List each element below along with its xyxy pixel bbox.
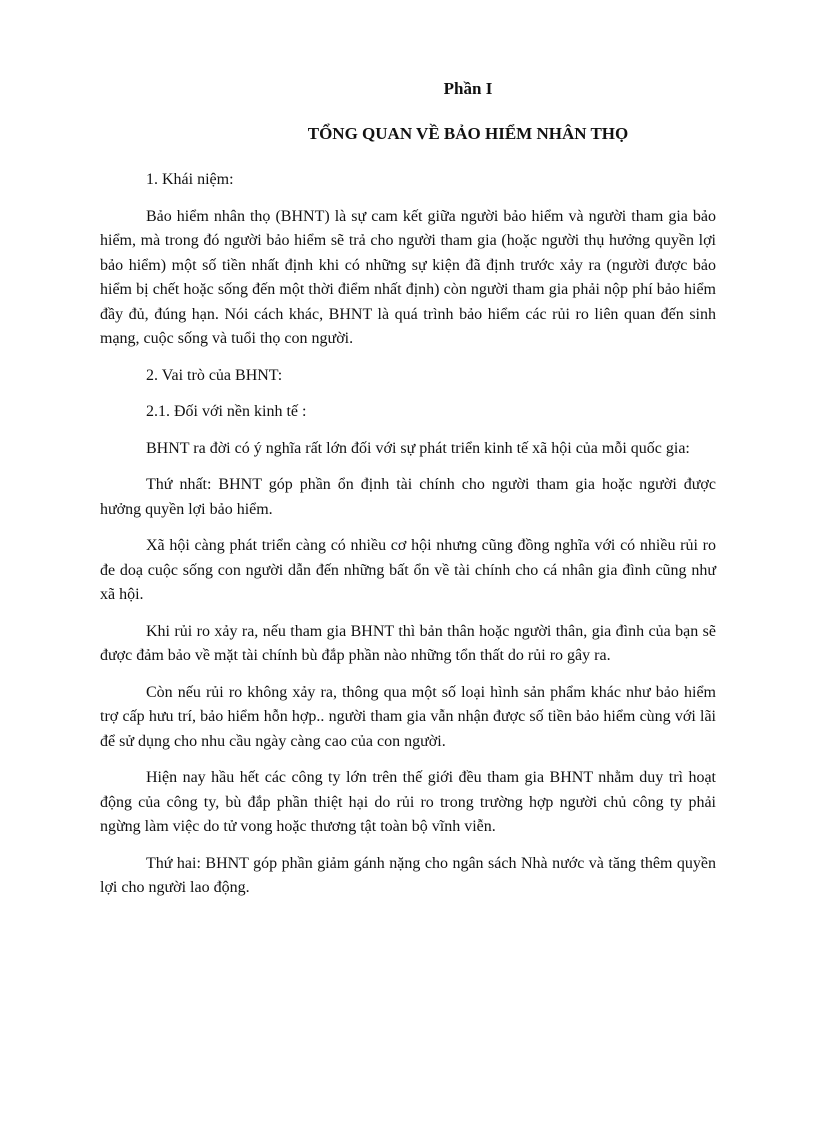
part-label: Phần I — [443, 79, 493, 98]
section-heading-concept: 1. Khái niệm: — [146, 171, 234, 188]
paragraph-risk: Xã hội càng phát triển càng có nhiều cơ hội nhưng cũng đồng nghĩa với có nhiều rủi ro đe doạ cuộc sống con người dẫn đến những bất ổn về tài chính cho cá nhân gia đình cũng như xã hội. — [100, 537, 716, 603]
paragraph-significance: BHNT ra đời có ý nghĩa rất lớn đối với sự phát triển kinh tế xã hội của mỗi quốc gia: — [146, 439, 690, 457]
paragraph-no-risk: Còn nếu rủi ro không xảy ra, thông qua một số loại hình sản phẩm khác như bảo hiểm trợ cấp hưu trí, bảo hiểm hỗn hợp.. người tham gia vẫn nhận được số tiền bảo hiểm cùng với lãi để sử dụng cho nhu cầu ngày càng cao của con người. — [100, 683, 716, 750]
paragraph-companies: Hiện nay hầu hết các công ty lớn trên thế giới đều tham gia BHNT nhằm duy trì hoạt động của công ty, bù đắp phần thiệt hại do rủi ro trong trường hợp người chủ công ty phải ngừng làm việc do tử vong hoặc thương tật toàn bộ vĩnh viễn. — [100, 769, 716, 835]
paragraph-second-role: Thứ hai: BHNT góp phần giảm gánh nặng cho ngân sách Nhà nước và tăng thêm quyền lợi cho người lao động. — [100, 854, 716, 896]
paragraph-when-risk-occurs: Khi rủi ro xảy ra, nếu tham gia BHNT thì bản thân hoặc người thân, gia đình của bạn sẽ được đảm bảo về mặt tài chính bù đắp phần nào những tổn thất do rủi ro gây ra. — [100, 622, 716, 664]
chapter-title: TỔNG QUAN VỀ BẢO HIỂM NHÂN THỌ — [307, 124, 629, 143]
paragraph-first-role: Thứ nhất: BHNT góp phần ổn định tài chính cho người tham gia hoặc người được hưởng quyền lợi bảo hiểm. — [100, 476, 716, 518]
section-heading-role: 2. Vai trò của BHNT: — [146, 366, 283, 384]
paragraph-definition: Bảo hiểm nhân thọ (BHNT) là sự cam kết giữa người bảo hiểm và người tham gia bảo hiểm, mà trong đó người bảo hiểm sẽ trả cho người tham gia (hoặc người thụ hưởng quyền lợi bảo hiểm) một số tiền nhất định khi có những sự kiện đã định trước xảy ra (người được bảo hiểm bị chết hoặc sống đến một thời điểm nhất định) còn người tham gia phải nộp phí bảo hiểm đầy đủ, đúng hạn. Nói cách khác, BHNT là quá trình bảo hiểm các rủi ro liên quan đến sinh mạng, cuộc sống và tuổi thọ con người. — [100, 207, 716, 347]
subsection-heading-economy: 2.1. Đối với nền kinh tế : — [146, 403, 307, 420]
